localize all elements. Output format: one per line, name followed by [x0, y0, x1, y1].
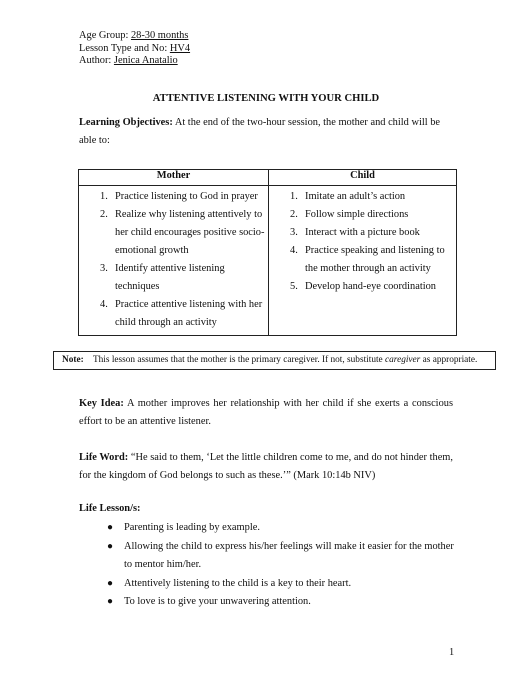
bullet-icon: ●: [107, 522, 114, 533]
mother-objective-item: [79, 260, 268, 296]
item-text: Realize why listening attentively to her child encourages positive socio-emotional growth: [115, 209, 265, 256]
item-number: 1.: [100, 191, 108, 202]
item-text: Practice listening to God in prayer: [115, 191, 258, 202]
age-group-value: 28-30 months: [130, 30, 189, 41]
child-objective-item: [269, 188, 456, 206]
child-objectives-cell: [269, 186, 457, 336]
key-idea-label: Key Idea:: [79, 398, 124, 409]
objectives-text: At the end of the two-hour session, the mother and child will be able to:: [79, 117, 441, 146]
item-number: 2.: [100, 209, 108, 220]
lesson-type-label: Lesson Type and No:: [79, 42, 170, 54]
item-number: 5.: [290, 281, 298, 292]
item-text: Identify attentive listening techniques: [115, 263, 225, 292]
learning-objectives: [79, 114, 459, 150]
life-word: [79, 449, 453, 485]
mother-objective-item: [79, 296, 268, 332]
mother-objectives-cell: [79, 186, 269, 336]
life-lesson-text: Allowing the child to express his/her feelings will make it easier for the mother to mentor him/her.: [124, 540, 454, 571]
life-word-text: “He said to them, ‘Let the little children come to me, and do not hinder them, for the kingdom of God belongs to such as these.’” (Mark 10:14b NIV): [79, 452, 453, 481]
child-objective-item: [269, 242, 456, 278]
item-number: 2.: [290, 209, 298, 220]
note-emphasis: caregiver: [385, 355, 421, 365]
life-lesson-item: [104, 519, 460, 538]
note-text: This lesson assumes that the mother is the primary caregiver. If not, substitute: [92, 355, 386, 365]
item-number: 4.: [100, 299, 108, 310]
note-box: [53, 351, 496, 370]
child-objective-item: [269, 224, 456, 242]
life-lesson-text: Attentively listening to the child is a key to their heart.: [124, 577, 352, 589]
life-lesson-text: Parenting is leading by example.: [124, 522, 260, 533]
key-idea-text: A mother improves her relationship with her child if she exerts a conscious effort to be an attentive listener.: [79, 398, 454, 427]
page-title: ATTENTIVE LISTENING WITH YOUR CHILD: [152, 93, 380, 104]
child-column-header: Child: [269, 170, 457, 186]
item-number: 1.: [290, 191, 298, 202]
lesson-meta: [79, 30, 190, 68]
item-number: 3.: [100, 263, 108, 274]
life-word-label: Life Word:: [79, 452, 129, 463]
child-objectives-list: [269, 186, 456, 299]
age-group-label: Age Group:: [79, 30, 131, 41]
bullet-icon: ●: [107, 577, 114, 589]
lesson-type-line: [79, 43, 190, 56]
page-number: 1: [449, 647, 455, 658]
child-objective-item: [269, 278, 456, 296]
key-idea: [79, 395, 453, 431]
objectives-label: Learning Objectives:: [79, 117, 173, 128]
mother-column-header: Mother: [79, 170, 269, 186]
item-text: Practice attentive listening with her child through an activity: [115, 299, 263, 328]
life-lesson-item: [104, 575, 460, 594]
life-lesson-item: [104, 538, 460, 575]
item-text: Interact with a picture book: [305, 227, 420, 238]
item-number: 4.: [290, 245, 298, 256]
item-text: Practice speaking and listening to the mother through an activity: [305, 245, 445, 274]
note-text-end: as appropriate.: [420, 355, 478, 365]
age-group-line: [79, 30, 190, 43]
mother-objective-item: [79, 188, 268, 206]
author-label: Author:: [79, 55, 114, 66]
bullet-icon: ●: [107, 596, 114, 608]
mother-objectives-list: [79, 186, 268, 335]
bullet-icon: ●: [107, 540, 114, 552]
author-value: Jenica Anatalio: [113, 55, 178, 66]
mother-objective-item: [79, 206, 268, 260]
item-number: 3.: [290, 227, 298, 238]
objectives-table: [78, 169, 457, 336]
author-line: [79, 55, 190, 68]
item-text: Follow simple directions: [305, 209, 409, 220]
item-text: Develop hand-eye coordination: [305, 281, 436, 292]
life-lessons-list: [104, 519, 460, 612]
life-lesson-item: [104, 593, 460, 612]
lesson-type-value: HV4: [169, 42, 191, 54]
life-lessons-heading: Life Lesson/s:: [79, 503, 141, 514]
life-lesson-text: To love is to give your unwavering attention.: [124, 596, 311, 608]
child-objective-item: [269, 206, 456, 224]
note-label: Note:: [62, 355, 84, 365]
item-text: Imitate an adult’s action: [305, 191, 406, 202]
